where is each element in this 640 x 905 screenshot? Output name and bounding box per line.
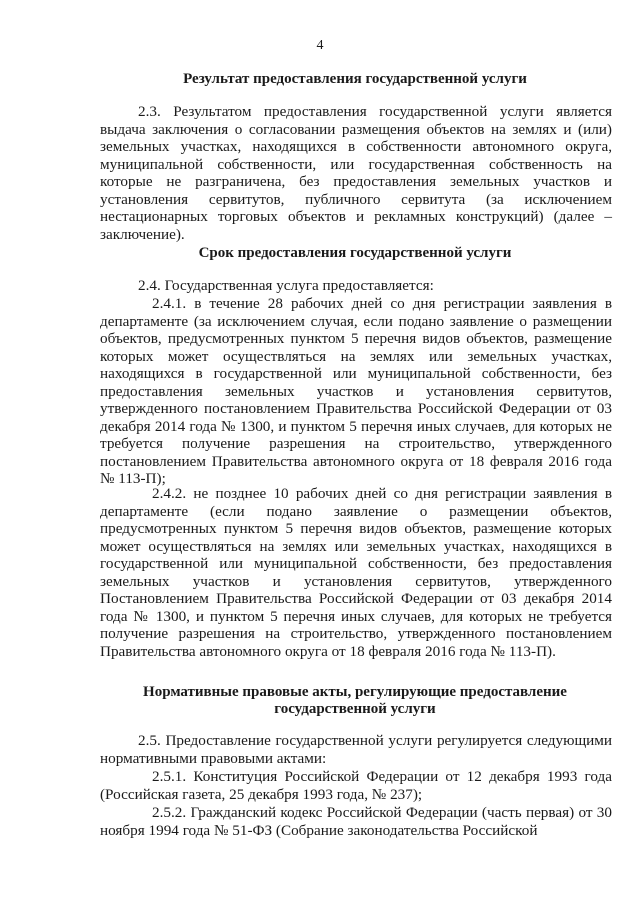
paragraph-2-5: 2.5. Предоставление государственной услуги регулируется следующими нормативными правовыми актами: [100,732,612,767]
section-heading-normative-acts-line2: государственной услуги [274,701,436,717]
paragraph-2-5-1: 2.5.1. Конституция Российской Федерации от 12 декабря 1993 года (Российская газета, 25 декабря 1993 года, № 237); [100,768,612,803]
paragraph-2-4-2: 2.4.2. не позднее 10 рабочих дней со дня регистрации заявления в департаменте (если подано заявление о размещении объектов, предусмотренных пунктом 5 перечня видов объектов, размещение которых может осуществляться на землях или земельных участках, находящихся в государственной или муниципальной собственности, без предоставления земельных участков и установления сервитутов, утвержденного Постановлением Правительства Российской Федерации от 03 декабря 2014 года № 1300, и пунктом 5 перечня иных случаев, для которых не требуется получение разрешения на строительство, утвержденного постановлением Правительства автономного округа от 18 февраля 2016 года № 113-П). [100,485,612,660]
section-heading-result: Результат предоставления государственной услуги [183,71,527,87]
paragraph-2-3: 2.3. Результатом предоставления государственной услуги является выдача заключения о согласовании размещения объектов на землях и (или) земельных участках, находящихся в собственности автономного округа, муниципальной собственности, или государственная собственность на которые не разграничена, без предоставления земельных участков и установления сервитутов, публичного сервитута (за исключением нестационарных торговых объектов и рекламных конструкций) (далее – заключение). [100,103,612,243]
paragraph-2-5-2: 2.5.2. Гражданский кодекс Российской Федерации (часть первая) от 30 ноября 1994 года № 51-ФЗ (Собрание законодательства Российской [100,804,612,839]
section-heading-term: Срок предоставления государственной услуги [198,245,512,261]
paragraph-2-4: 2.4. Государственная услуга предоставляется: [138,277,434,294]
section-heading-normative-acts-line1: Нормативные правовые акты, регулирующие предоставление [143,684,567,700]
page-number: 4 [316,38,324,53]
paragraph-2-4-1: 2.4.1. в течение 28 рабочих дней со дня регистрации заявления в департаменте (за исключением случая, если подано заявление о размещении объектов, предусмотренных пунктом 5 перечня видов объектов, размещение которых может осуществляться на землях или земельных участках, находящихся в государственной или муниципальной собственности, без предоставления земельных участков и установления сервитутов, утвержденного постановлением Правительства Российской Федерации от 03 декабря 2014 года № 1300, и пунктом 5 перечня иных случаев, для которых не требуется получение разрешения на строительство, утвержденного постановлением Правительства автономного округа от 18 февраля 2016 года № 113-П); [100,295,612,487]
